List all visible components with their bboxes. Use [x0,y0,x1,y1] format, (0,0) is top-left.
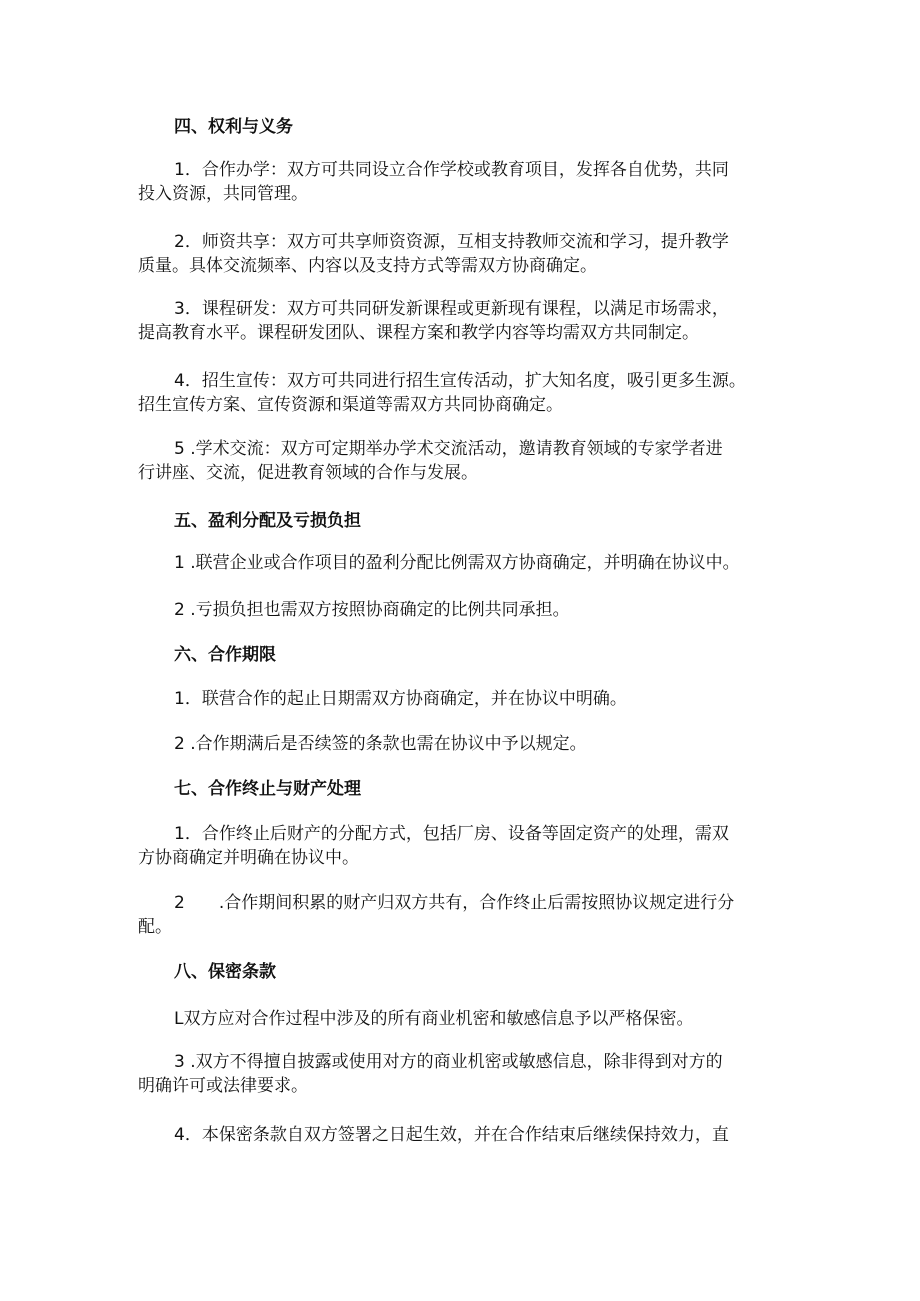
paragraph-line: 2．师资共享：双方可共享师资资源，互相支持教师交流和学习，提升教学 [174,232,729,252]
paragraph [138,1050,793,1098]
section-heading-profit: 五、盈利分配及亏损负担 [174,511,361,531]
paragraph-line: 招生宣传方案、宣传资源和渠道等需双方共同协商确定。 [138,395,563,415]
paragraph-line: 质量。具体交流频率、内容以及支持方式等需双方协商确定。 [138,256,597,276]
paragraph-line: 4．本保密条款自双方签署之日起生效，并在合作结束后继续保持效力，直 [174,1125,729,1145]
paragraph-line: 提高教育水平。课程研发团队、课程方案和教学内容等均需双方共同制定。 [138,323,699,343]
paragraph-line: 明确许可或法律要求。 [138,1076,308,1096]
paragraph [138,369,793,417]
section-heading-term: 六、合作期限 [174,645,276,665]
paragraph [138,230,793,278]
paragraph [138,158,793,206]
paragraph-line: 3 .双方不得擅自披露或使用对方的商业机密或敏感信息，除非得到对方的 [174,1052,723,1072]
paragraph-line: L双方应对合作过程中涉及的所有商业机密和敏感信息予以严格保密。 [174,1009,694,1029]
paragraph [138,551,793,575]
paragraph [138,687,793,711]
paragraph [138,1123,793,1147]
section-heading-termination: 七、合作终止与财产处理 [174,779,361,799]
paragraph-line [138,891,793,915]
paragraph [138,1007,793,1031]
paragraph [138,437,793,485]
paragraph-line: 5 .学术交流：双方可定期举办学术交流活动，邀请教育领域的专家学者进 [174,439,723,459]
paragraph [138,732,793,756]
paragraph-line: 投入资源，共同管理。 [138,184,308,204]
item-number: 2 [174,893,185,913]
paragraph [138,598,793,622]
paragraph-line: 2 .合作期满后是否续签的条款也需在协议中予以规定。 [174,734,587,754]
paragraph [138,297,793,345]
paragraph [138,822,793,870]
paragraph-line: 行讲座、交流，促进教育领域的合作与发展。 [138,463,478,483]
item-text: .合作期间积累的财产归双方共有，合作终止后需按照协议规定进行分 [218,893,735,913]
paragraph-line: 3．课程研发：双方可共同研发新课程或更新现有课程，以满足市场需求， [174,299,729,319]
paragraph [138,891,793,939]
paragraph-line: 1．联营合作的起止日期需双方协商确定，并在协议中明确。 [174,689,627,709]
paragraph-line: 1．合作办学：双方可共同设立合作学校或教育项目，发挥各自优势，共同 [174,160,729,180]
paragraph-line: 方协商确定并明确在协议中。 [138,848,359,868]
paragraph-line: 2 .亏损负担也需双方按照协商确定的比例共同承担。 [174,600,570,620]
paragraph-line: 1．合作终止后财产的分配方式，包括厂房、设备等固定资产的处理，需双 [174,824,729,844]
paragraph-line: 4．招生宣传：双方可共同进行招生宣传活动，扩大知名度，吸引更多生源。 [174,371,746,391]
paragraph-line: 配。 [138,917,172,937]
section-heading-rights: 四、权利与义务 [174,117,293,137]
paragraph-line: 1 .联营企业或合作项目的盈利分配比例需双方协商确定，并明确在协议中。 [174,553,740,573]
section-heading-confidentiality: 八、保密条款 [174,962,276,982]
